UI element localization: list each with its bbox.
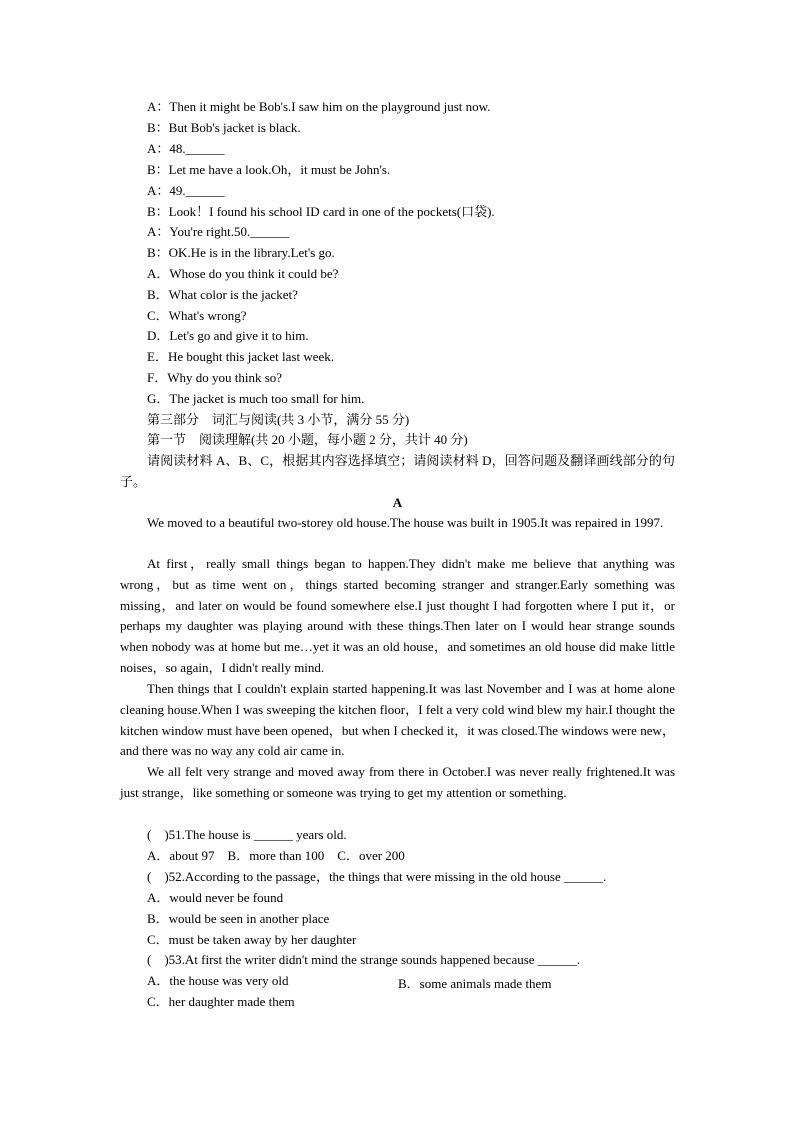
passage-paragraph — [120, 554, 675, 679]
question-51-options: A．about 97 B．more than 100 C．over 200 — [147, 848, 405, 863]
passage-paragraph — [120, 679, 675, 762]
paragraph-text: We moved to a beautiful two-storey old house.The house was built in 1905.It was repaired in 1997. — [147, 515, 664, 530]
passage-paragraph — [120, 513, 675, 534]
option-item: C．What's wrong? — [147, 308, 247, 323]
paragraph-text: We all felt very strange and moved away from there in October.I was never really frightened.It was just strange，like something or someone was trying to get my attention or something. — [120, 764, 675, 800]
question-53-option-b: B．some animals made them — [398, 976, 552, 991]
question-52-option-b: B．would be seen in another place — [147, 911, 330, 926]
dialogue-line: B：OK.He is in the library.Let's go. — [147, 245, 335, 260]
dialogue-line: B：But Bob's jacket is black. — [147, 120, 301, 135]
dialogue-line: A：Then it might be Bob's.I saw him on the playground just now. — [147, 99, 491, 114]
dialogue-line: B：Let me have a look.Oh，it must be John's. — [147, 162, 391, 177]
option-item: F．Why do you think so? — [147, 370, 283, 385]
passage-paragraph — [120, 762, 675, 804]
question-52-option-a: A．would never be found — [147, 890, 284, 905]
passage-title: A — [392, 495, 403, 510]
question-52: ( )52.According to the passage，the things that were missing in the old house ______. — [147, 869, 607, 884]
question-53-option-a: A．the house was very old — [147, 973, 289, 988]
paragraph-text: Then things that I couldn't explain started happening.It was last November and I was at home alone cleaning house.When I was sweeping the kitchen floor，I felt a very cold wind blew my hair.I thought the kitchen window must have been opened，but when I checked it，it was closed.The windows were new，and there was no way any cold air came in. — [120, 681, 675, 759]
instruction-text: 请阅读材料 A、B、C，根据其内容选择填空；请阅读材料 D，回答问题及翻译画线部分的句子。 — [120, 453, 675, 489]
question-51: ( )51.The house is ______ years old. — [147, 827, 347, 842]
option-item: G．The jacket is much too small for him. — [147, 391, 365, 406]
option-item: E．He bought this jacket last week. — [147, 349, 335, 364]
dialogue-line: A：You're right.50.______ — [147, 224, 290, 239]
option-item: A．Whose do you think it could be? — [147, 266, 339, 281]
dialogue-line: A：48.______ — [147, 141, 225, 156]
question-52-option-c: C．must be taken away by her daughter — [147, 932, 357, 947]
dialogue-line: A：49.______ — [147, 183, 225, 198]
question-53: ( )53.At first the writer didn't mind the strange sounds happened because ______. — [147, 952, 581, 967]
section-heading: 第三部分 词汇与阅读(共 3 小节，满分 55 分) — [147, 412, 410, 427]
option-item: D．Let's go and give it to him. — [147, 328, 309, 343]
paragraph-text: At first，really small things began to happen.They didn't make me believe that anything was wrong，but as time went on，things started becoming stranger and stranger.Early something was missing，and later on would be found somewhere else.I just thought I had forgotten where I put it，or perhaps my daughter was playing around with these things.Then later on I would hear strange sounds when nobody was at home but me…yet it was an old house，and sometimes an old house did make little noises，so again，I didn't really mind. — [120, 556, 675, 675]
option-item: B．What color is the jacket? — [147, 287, 298, 302]
question-53-option-c: C．her daughter made them — [147, 994, 295, 1009]
dialogue-line: B：Look！I found his school ID card in one of the pockets(口袋). — [147, 204, 495, 219]
subsection-heading: 第一节 阅读理解(共 20 小题，每小题 2 分，共计 40 分) — [147, 432, 468, 447]
instruction-paragraph — [120, 450, 675, 492]
